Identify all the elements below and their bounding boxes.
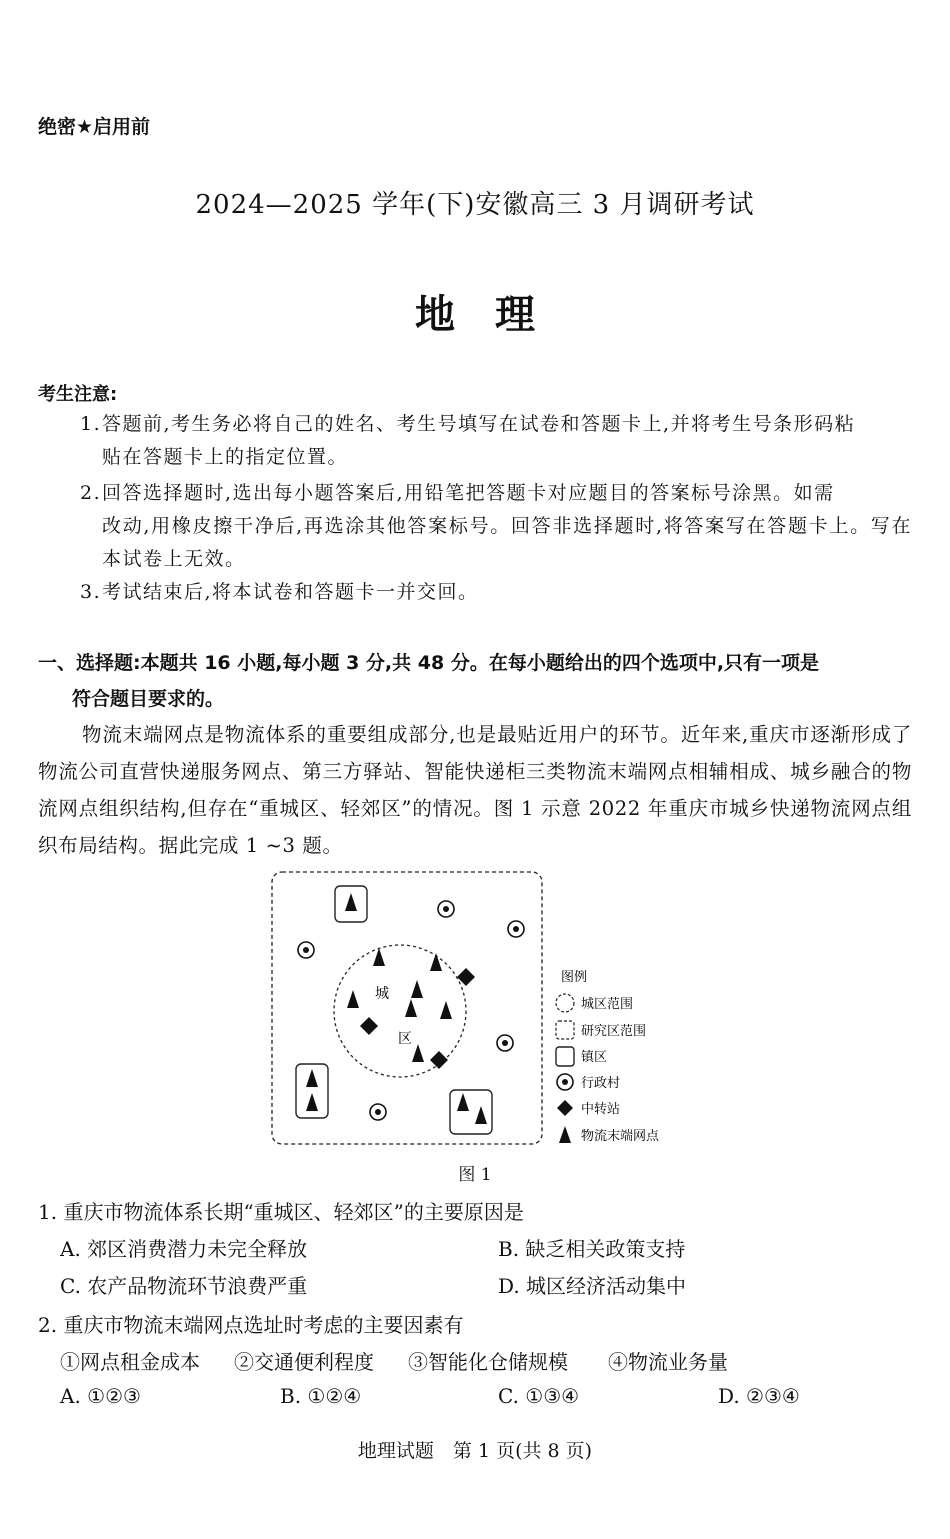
- admin-village: [497, 1035, 513, 1051]
- transfer-station: [360, 1017, 378, 1035]
- legend: [556, 970, 660, 1144]
- figure-1-map: [268, 868, 688, 1153]
- city-label-2: 区: [398, 1031, 412, 1047]
- exam-title: 2024—2025 学年(下)安徽高三 3 月调研考试: [195, 190, 755, 220]
- page-footer: 地理试题 第 1 页(共 8 页): [357, 1440, 593, 1462]
- q2-option-a: A. ①②③: [60, 1384, 141, 1408]
- section-heading-line2: 符合题目要求的。: [72, 688, 225, 710]
- town-area: [450, 1090, 492, 1134]
- question-1-stem: 1. 重庆市物流体系长期“重城区、轻郊区”的主要原因是: [38, 1200, 524, 1224]
- q1-option-b: B. 缺乏相关政策支持: [498, 1237, 686, 1261]
- legend-item-research: 研究区范围: [581, 1024, 647, 1039]
- notice-text-cont: 改动,用橡皮擦干净后,再选涂其他答案标号。回答非选择题时,将答案写在答题卡上。写在本试卷上无效。: [102, 515, 912, 570]
- admin-village: [438, 901, 454, 917]
- legend-item-town: 镇区: [581, 1050, 608, 1065]
- q2-option-d: D. ②③④: [718, 1384, 800, 1408]
- town-area: [335, 886, 367, 922]
- research-range-legend-icon: [556, 1021, 574, 1039]
- q2-factor-4: ④物流业务量: [608, 1350, 728, 1374]
- transfer-legend-icon: [557, 1100, 573, 1116]
- admin-village: [298, 942, 314, 958]
- terminal-outlet: [440, 1001, 452, 1019]
- terminal-outlet: [405, 999, 417, 1017]
- notice-item-3: [80, 576, 912, 609]
- q2-factor-1: ①网点租金成本: [60, 1350, 200, 1374]
- legend-title: 图例: [561, 970, 588, 985]
- q2-factor-2: ②交通便利程度: [234, 1350, 374, 1374]
- section-heading-line1: 一、选择题:本题共 16 小题,每小题 3 分,共 48 分。在每小题给出的四个选项中,只有一项是: [38, 652, 820, 674]
- notice-number: 1.: [80, 413, 102, 435]
- legend-item-transfer: 中转站: [581, 1102, 621, 1117]
- legend-item-outlet: 物流末端网点: [581, 1129, 660, 1144]
- notice-heading: 考生注意:: [38, 384, 118, 405]
- notice-number: 3.: [80, 581, 102, 603]
- q2-option-b: B. ①②④: [280, 1384, 362, 1408]
- city-range-legend-icon: [556, 994, 574, 1012]
- notice-number: 2.: [80, 482, 102, 504]
- q1-option-d: D. 城区经济活动集中: [498, 1274, 687, 1298]
- notice-text: 答题前,考生务必将自己的姓名、考生号填写在试卷和答题卡上,并将考生号条形码粘: [102, 413, 856, 435]
- q1-option-c: C. 农产品物流环节浪费严重: [60, 1274, 308, 1298]
- town-legend-icon: [556, 1047, 574, 1066]
- terminal-outlet: [347, 990, 359, 1008]
- section-heading: [38, 645, 918, 717]
- notice-text: 回答选择题时,选出每小题答案后,用铅笔把答题卡对应题目的答案标号涂黑。如需: [102, 482, 835, 504]
- subject-title: 地理: [415, 292, 575, 338]
- admin-village: [508, 921, 524, 937]
- legend-item-village: 行政村: [581, 1076, 621, 1091]
- city-label-1: 城: [375, 986, 389, 1002]
- notice-item-1: [80, 408, 912, 474]
- transfer-station: [430, 1051, 448, 1069]
- notice-text-cont: 贴在答题卡上的指定位置。: [102, 446, 349, 468]
- town-area: [296, 1064, 328, 1118]
- notice-item-2: [80, 477, 912, 576]
- notice-text: 考试结束后,将本试卷和答题卡一并交回。: [102, 581, 479, 603]
- q2-option-c: C. ①③④: [498, 1384, 580, 1408]
- legend-item-city: 城区范围: [581, 997, 634, 1012]
- figure-caption: 图 1: [458, 1165, 492, 1185]
- q2-factor-3: ③智能化仓储规模: [408, 1350, 568, 1374]
- outlet-legend-icon: [559, 1126, 571, 1143]
- question-2-stem: 2. 重庆市物流末端网点选址时考虑的主要因素有: [38, 1313, 464, 1337]
- confidential-mark: 绝密★启用前: [38, 116, 151, 138]
- q1-option-a: A. 郊区消费潜力未完全释放: [60, 1237, 308, 1261]
- admin-village: [370, 1104, 386, 1120]
- terminal-outlet: [430, 953, 442, 971]
- intro-paragraph: 物流末端网点是物流体系的重要组成部分,也是最贴近用户的环节。近年来,重庆市逐渐形成了物流公司直营快递服务网点、第三方驿站、智能快递柜三类物流末端网点相辅相成、城乡融合的物流网点组织结构,但存在“重城区、轻郊区”的情况。图 1 示意 2022 年重庆市城乡快递物流网点组织布局结构。据此完成 1 ~3 题。: [38, 723, 912, 857]
- terminal-outlet: [411, 980, 423, 998]
- terminal-outlet: [412, 1044, 424, 1062]
